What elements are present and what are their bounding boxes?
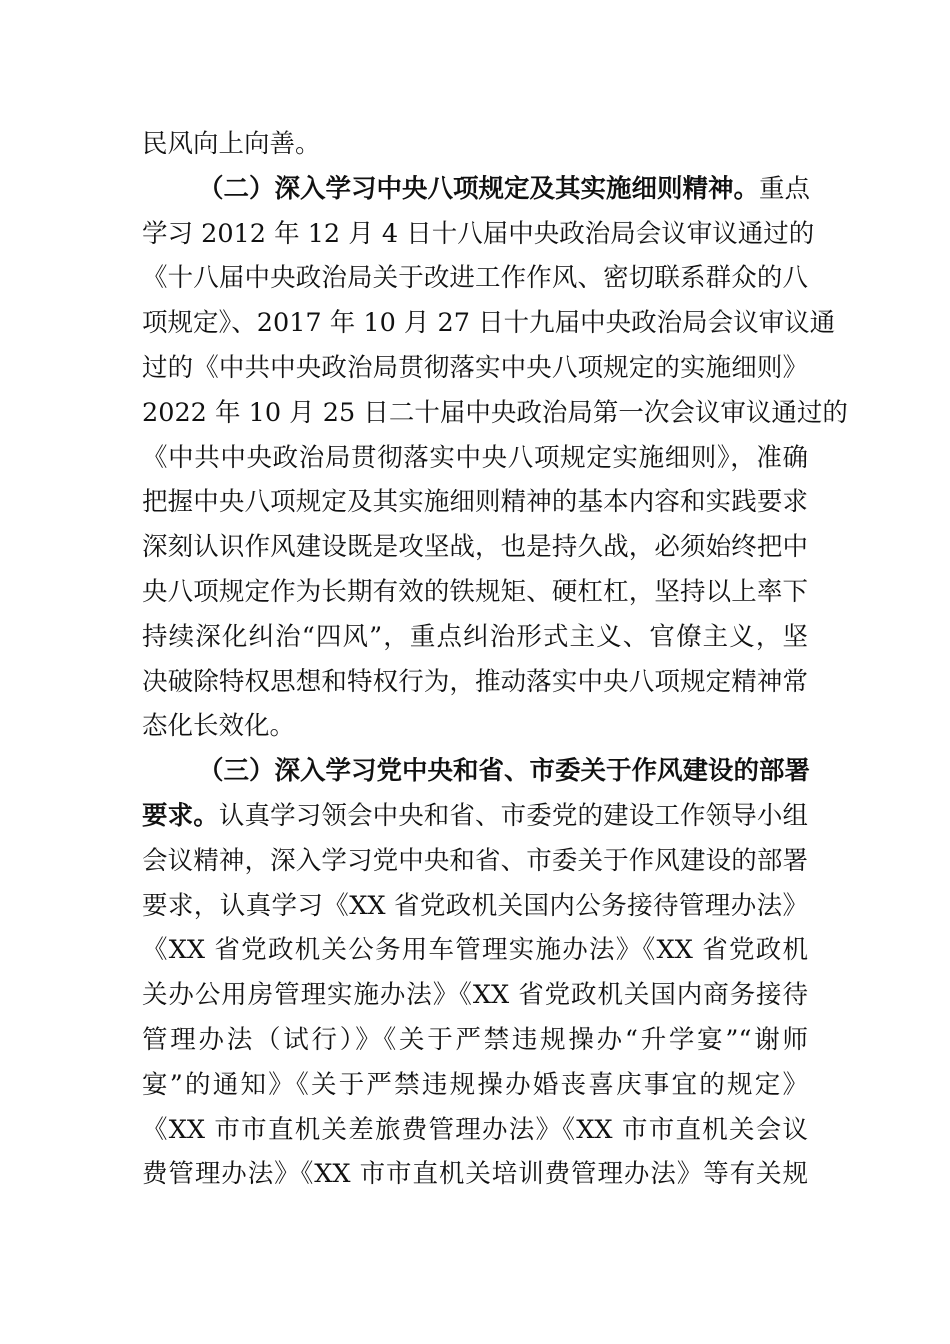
text-line xyxy=(142,928,808,973)
text-line xyxy=(142,436,808,481)
text-line xyxy=(142,660,808,705)
section-heading-2 xyxy=(142,167,811,212)
text-line xyxy=(142,212,815,257)
text-line xyxy=(142,615,808,660)
line-text: 管理办法（试行）》《关于严禁违规操办“升学宴”“谢师 xyxy=(142,1024,808,1055)
heading-text: （三）深入学习党中央和省、市委关于作风建设的部署 xyxy=(198,756,811,787)
line-text: 《中共中央政治局贯彻落实中央八项规定实施细则》，准确 xyxy=(142,442,808,473)
line-text: 会议精神，深入学习党中央和省、市委关于作风建设的部署 xyxy=(142,845,808,876)
line-text: 宴”的通知》《关于严禁违规操办婚丧喜庆事宜的规定》 xyxy=(142,1069,808,1100)
text-line xyxy=(142,839,808,884)
line-text: 央八项规定作为长期有效的铁规矩、硬杠杠，坚持以上率下 xyxy=(142,576,808,607)
text-line xyxy=(142,525,808,570)
heading-text: 要求。 xyxy=(142,800,219,831)
line-text: 费管理办法》《XX 市市直机关培训费管理办法》等有关规 xyxy=(142,1159,808,1190)
line-text: 《十八届中央政治局关于改进工作作风、密切联系群众的八 xyxy=(142,263,808,294)
line-text: 决破除特权思想和特权行为，推动落实中央八项规定精神常 xyxy=(142,666,808,697)
line-text: 认真学习领会中央和省、市委党的建设工作领导小组 xyxy=(218,800,808,831)
text-line xyxy=(142,1108,808,1153)
section-heading-3 xyxy=(142,749,811,794)
line-text: 学习 2012 年 12 月 4 日十八届中央政治局会议审议通过的 xyxy=(142,218,815,249)
text-line xyxy=(142,301,836,346)
line-text: 把握中央八项规定及其实施细则精神的基本内容和实践要求 xyxy=(142,487,808,518)
text-line xyxy=(142,794,808,839)
text-line xyxy=(142,346,808,391)
text-line xyxy=(142,704,808,749)
text-line xyxy=(142,570,808,615)
text-line xyxy=(142,973,808,1018)
line-text: 《XX 省党政机关公务用车管理实施办法》《XX 省党政机 xyxy=(142,935,808,966)
line-text: 项规定》、2017 年 10 月 27 日十九届中央政治局会议审议通 xyxy=(142,308,836,339)
text-line xyxy=(142,122,808,167)
line-text: 重点 xyxy=(759,173,811,204)
line-text: 过的《中共中央政治局贯彻落实中央八项规定的实施细则》 xyxy=(142,352,808,383)
line-text: 民风向上向善。 xyxy=(142,129,321,159)
text-line xyxy=(142,391,848,436)
text-line xyxy=(142,1018,808,1063)
line-text: 2022 年 10 月 25 日二十届中央政治局第一次会议审议通过的 xyxy=(142,397,848,428)
line-text: 态化长效化。 xyxy=(142,711,296,742)
text-line xyxy=(142,1152,808,1197)
text-line xyxy=(142,884,808,929)
line-text: 持续深化纠治“四风”，重点纠治形式主义、官僚主义，坚 xyxy=(142,621,808,652)
text-line xyxy=(142,480,808,525)
line-text: 《XX 市市直机关差旅费管理办法》《XX 市市直机关会议 xyxy=(142,1114,808,1145)
heading-text: （二）深入学习中央八项规定及其实施细则精神。 xyxy=(198,173,760,204)
line-text: 要求，认真学习《XX 省党政机关国内公务接待管理办法》 xyxy=(142,890,808,921)
line-text: 深刻认识作风建设既是攻坚战，也是持久战，必须始终把中 xyxy=(142,532,808,563)
text-line xyxy=(142,256,808,301)
document-page xyxy=(142,122,848,1197)
text-line xyxy=(142,1063,808,1108)
line-text: 关办公用房管理实施办法》《XX 省党政机关国内商务接待 xyxy=(142,980,808,1011)
